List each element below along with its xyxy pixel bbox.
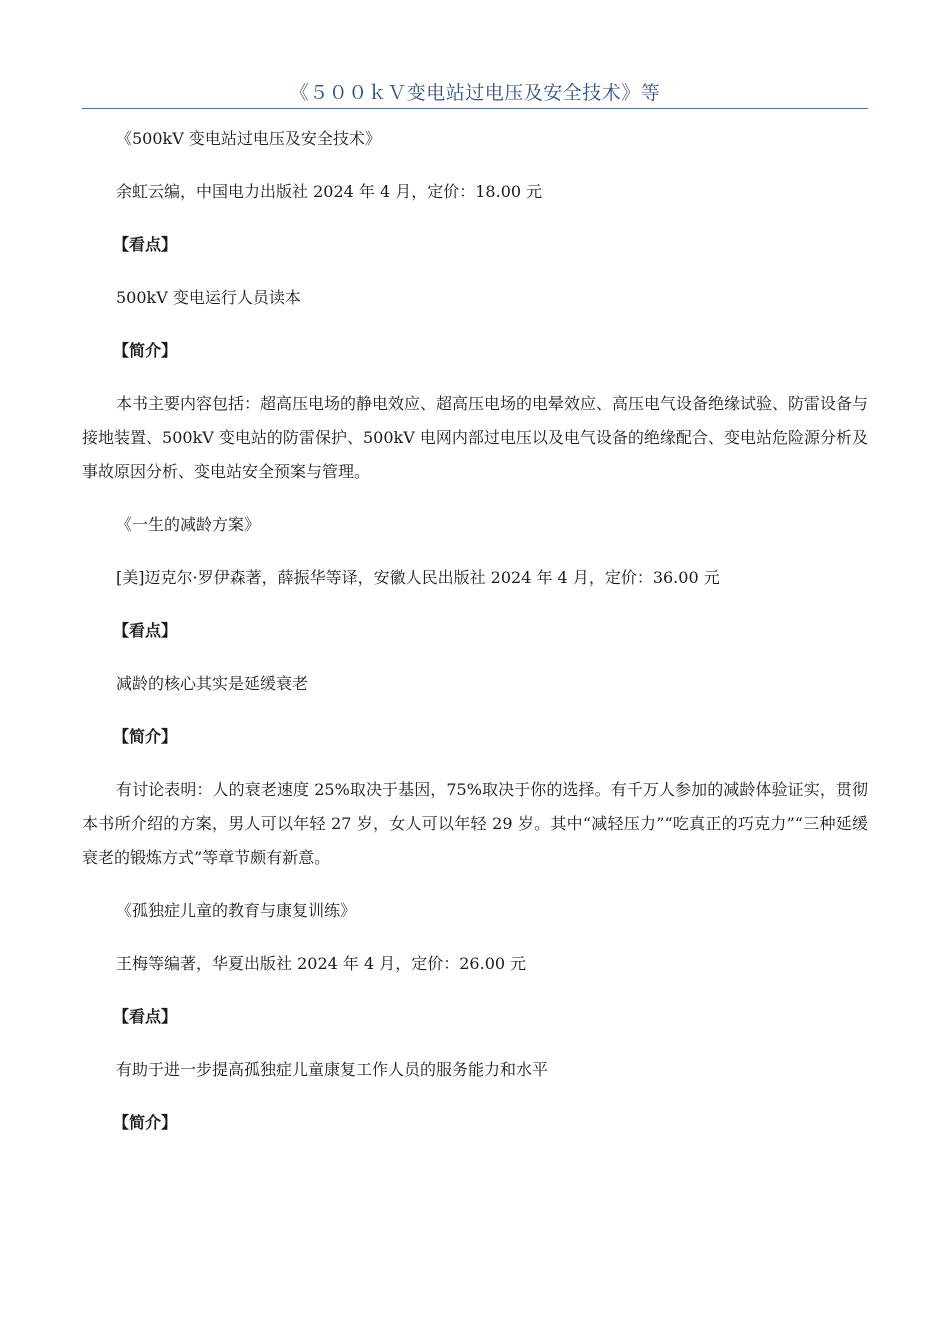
book-entry (82, 508, 868, 875)
intro-heading: 【简介】 (113, 727, 178, 746)
book-meta: 王梅等编著，华夏出版社 2024 年 4 月，定价：26.00 元 (116, 954, 527, 973)
document-body (82, 122, 868, 1159)
book-entry (82, 894, 868, 1140)
document-title: 《５００ｋＶ变电站过电压及安全技术》等 (289, 82, 661, 104)
intro-heading: 【简介】 (113, 1113, 178, 1132)
title-underline (82, 108, 868, 109)
book-meta: 余虹云编，中国电力出版社 2024 年 4 月，定价：18.00 元 (116, 182, 543, 201)
book-meta: [美]迈克尔·罗伊森著，薛振华等译，安徽人民出版社 2024 年 4 月，定价：36.00 元 (116, 568, 720, 587)
book-title: 《一生的减龄方案》 (116, 515, 261, 534)
book-title: 《孤独症儿童的教育与康复训练》 (116, 901, 357, 920)
book-highlight: 有助于进一步提高孤独症儿童康复工作人员的服务能力和水平 (116, 1060, 549, 1079)
book-title: 《500kV 变电站过电压及安全技术》 (116, 129, 381, 148)
book-highlight: 减龄的核心其实是延缓衰老 (116, 674, 309, 693)
highlight-heading: 【看点】 (113, 235, 178, 254)
highlight-heading: 【看点】 (113, 621, 178, 640)
highlight-heading: 【看点】 (113, 1007, 178, 1026)
intro-heading: 【简介】 (113, 341, 178, 360)
book-entry (82, 122, 868, 489)
book-intro: 本书主要内容包括：超高压电场的静电效应、超高压电场的电晕效应、高压电气设备绝缘试验、防雷设备与接地装置、500kV 变电站的防雷保护、500kV 电网内部过电压以及电气设备的绝缘配合、变电站危险源分析及事故原因分析、变电站安全预案与管理。 (82, 394, 869, 481)
book-intro: 有讨论表明：人的衰老速度 25%取决于基因，75%取决于你的选择。有千万人参加的减龄体验证实，贯彻本书所介绍的方案，男人可以年轻 27 岁，女人可以年轻 29 岁。其中“减轻压力”“吃真正的巧克力”“三种延缓衰老的锻炼方式”等章节颇有新意。 (82, 780, 868, 867)
book-highlight: 500kV 变电运行人员读本 (116, 288, 301, 307)
